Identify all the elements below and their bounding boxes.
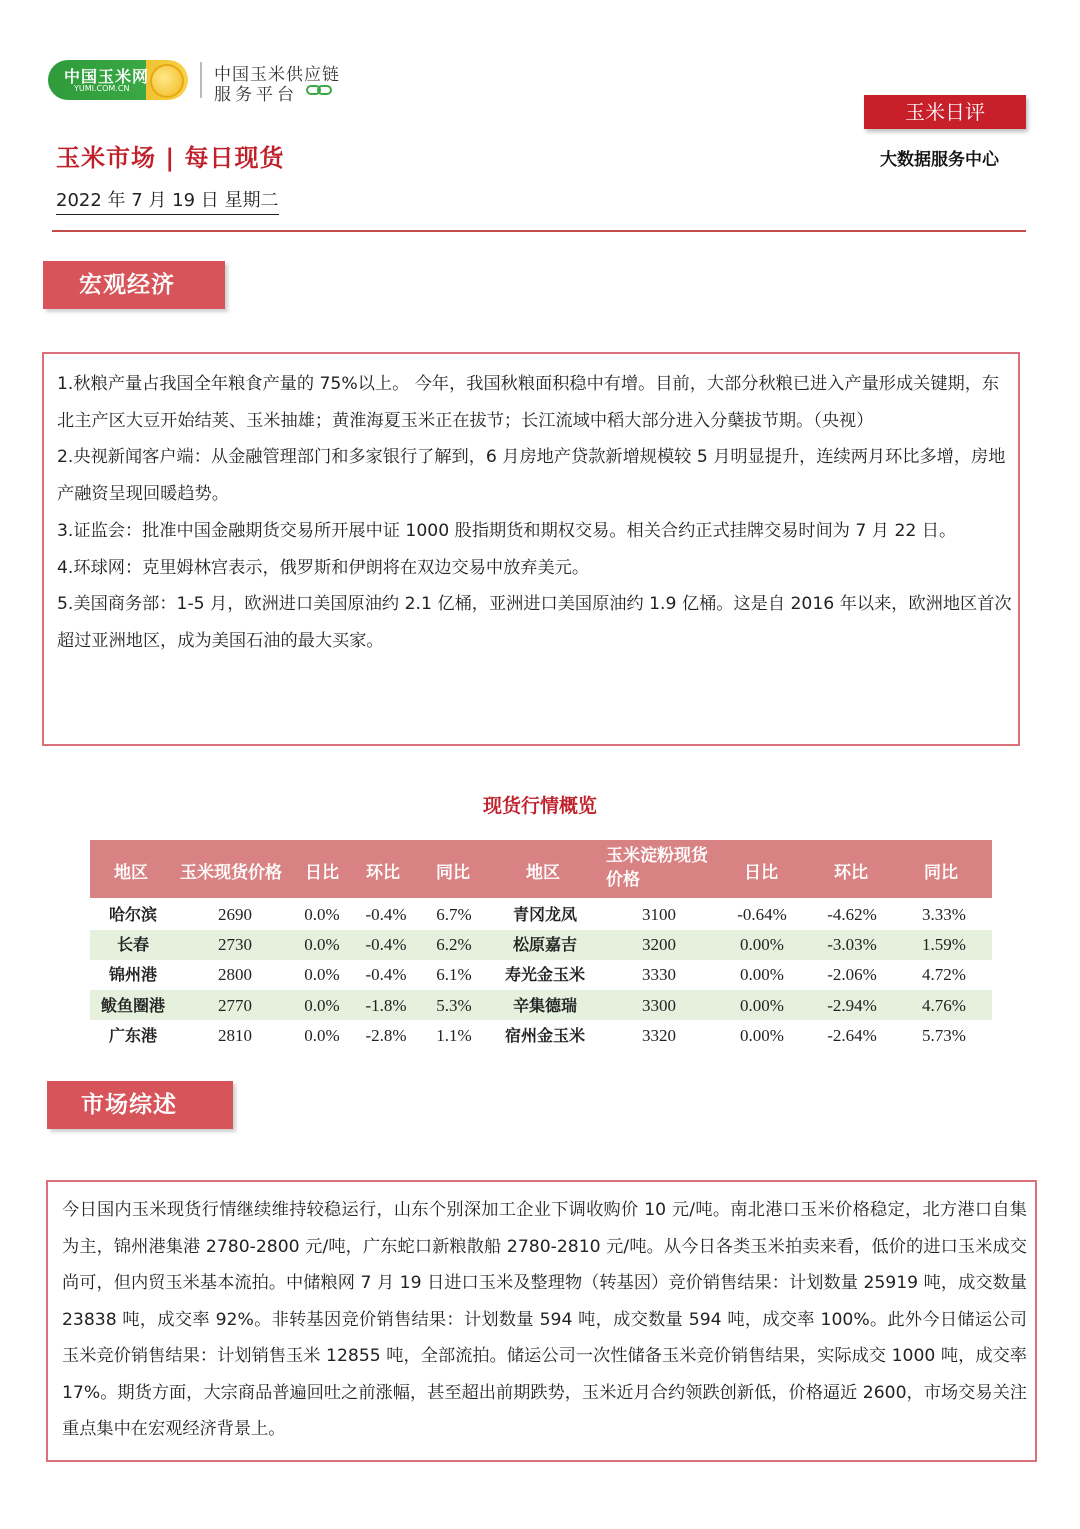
cell-corn-price: 2690	[218, 905, 252, 924]
cell-starch-price: 3100	[642, 905, 676, 924]
corn-icon	[150, 64, 184, 98]
cell-yoy-2: 5.73%	[922, 1025, 966, 1045]
cell-wow-1: -0.4%	[365, 965, 407, 985]
cell-dod-1: 0.0%	[304, 965, 340, 985]
brand-tagline: 服务平台	[214, 85, 298, 105]
cell-region-1: 哈尔滨	[108, 905, 157, 924]
header-dod-1: 日比	[305, 863, 339, 883]
cell-dod-2: -0.64%	[737, 905, 787, 924]
cell-region-1: 广东港	[108, 1025, 157, 1045]
page-title: 玉米市场 | 每日现货	[56, 144, 285, 172]
header-wow-2: 环比	[834, 863, 868, 883]
logo-text: 中国玉米网	[64, 67, 150, 86]
market-summary	[62, 1192, 1027, 1448]
logo-divider	[200, 62, 202, 98]
cell-dod-1: 0.0%	[304, 935, 340, 955]
header-yoy-1: 同比	[436, 863, 470, 883]
cell-wow-1: -2.8%	[365, 1025, 407, 1045]
chain-link-icon	[306, 84, 332, 96]
macro-item-2: 2.央视新闻客户端：从金融管理部门和多家银行了解到，6 月房地产贷款新增规模较 5 月明显提升，连续两月环比多增，房地产融资呈现回暖趋势。	[57, 447, 1006, 505]
cell-wow-2: -2.64%	[827, 1025, 877, 1045]
cell-region-2: 青冈龙凤	[512, 905, 577, 924]
cell-dod-1: 0.0%	[304, 995, 340, 1015]
macro-item-5: 5.美国商务部：1-5 月，欧洲进口美国原油约 2.1 亿桶，亚洲进口美国原油约 1.9 亿桶。这是自 2016 年以来，欧洲地区首次超过亚洲地区，成为美国石油的最大买家。	[57, 594, 1012, 651]
header-divider	[52, 230, 1026, 232]
cell-wow-2: -2.94%	[827, 995, 877, 1015]
cell-dod-2: 0.00%	[740, 995, 784, 1015]
cell-region-2: 宿州金玉米	[504, 1025, 585, 1045]
report-date: 2022 年 7 月 19 日 星期二	[56, 186, 279, 215]
cell-yoy-2: 4.76%	[922, 995, 966, 1015]
cell-region-2: 寿光金玉米	[504, 965, 585, 985]
cell-corn-price: 2730	[218, 935, 252, 955]
cell-yoy-1: 6.2%	[436, 935, 472, 955]
header-starch-price: 玉米淀粉现货价格	[606, 846, 708, 890]
cell-starch-price: 3200	[642, 935, 676, 955]
market-summary-text: 今日国内玉米现货行情继续维持较稳运行，山东个别深加工企业下调收购价 10 元/吨。南北港口玉米价格稳定，北方港口自集为主，锦州港集港 2780-2800 元/吨，广东蛇口新粮散船 2780-2810 元/吨。从今日各类玉米拍卖来看，低价的进口玉米成交尚可，但内贸玉米基本流拍。中储粮网 7 月 19 日进口玉米及整理物（转基因）竞价销售结果：计划数量 25919 吨，成交数量 23838 吨，成交率 92%。非转基因竞价销售结果：计划数量 594 吨，成交数量 594 吨，成交率 100%。此外今日储运公司玉米竞价销售结果：计划销售玉米 12855 吨，全部流拍。储运公司一次性储备玉米竞价销售结果，实际成交 1000 吨，成交率 17%。期货方面，大宗商品普遍回吐之前涨幅，甚至超出前期跌势，玉米近月合约领跌创新低，价格逼近 2600，市场交易关注重点集中在宏观经济背景上。	[62, 1200, 1027, 1439]
cell-wow-2: -2.06%	[827, 965, 877, 985]
cell-dod-1: 0.0%	[304, 1025, 340, 1045]
cell-yoy-2: 3.33%	[922, 905, 966, 924]
brand-name: 中国玉米供应链	[214, 65, 340, 85]
cell-starch-price: 3330	[642, 965, 676, 985]
macro-item-3: 3.证监会：批准中国金融期货交易所开展中证 1000 股指期货和期权交易。相关合约正式挂牌交易时间为 7 月 22 日。	[57, 520, 957, 541]
department-name: 大数据服务中心	[880, 150, 999, 170]
spot-table-header	[90, 840, 992, 898]
spot-table-title: 现货行情概览	[482, 795, 597, 817]
cell-dod-2: 0.00%	[740, 965, 784, 985]
cell-region-1: 锦州港	[108, 965, 157, 985]
cell-region-1: 鲅鱼圈港	[100, 995, 165, 1015]
macro-item-1: 1.秋粮产量占我国全年粮食产量的 75%以上。 今年，我国秋粮面积稳中有增。目前，大部分秋粮已进入产量形成关键期，东北主产区大豆开始结荚、玉米抽雄；黄淮海夏玉米正在拔节；长江流域中稻大部分进入分蘖拔节期。（央视）	[57, 374, 1000, 431]
cell-wow-1: -0.4%	[365, 935, 407, 955]
cell-wow-2: -4.62%	[827, 905, 877, 924]
cell-wow-2: -3.03%	[827, 935, 877, 955]
market-section-header	[47, 1081, 233, 1129]
cell-yoy-1: 6.1%	[436, 965, 472, 985]
cell-region-1: 长春	[116, 935, 149, 955]
macro-item-4: 4.环球网：克里姆林宫表示，俄罗斯和伊朗将在双边交易中放弃美元。	[57, 557, 590, 578]
cell-corn-price: 2810	[218, 1025, 252, 1045]
header-region-1: 地区	[114, 863, 148, 883]
cell-wow-1: -0.4%	[365, 905, 407, 924]
market-heading: 市场综述	[81, 1092, 177, 1118]
cell-starch-price: 3320	[642, 1025, 676, 1045]
header-region-2: 地区	[526, 863, 560, 883]
cell-yoy-2: 4.72%	[922, 965, 966, 985]
cell-dod-2: 0.00%	[740, 935, 784, 955]
cell-region-2: 辛集德瑞	[512, 995, 577, 1015]
cell-region-2: 松原嘉吉	[512, 935, 577, 955]
cell-wow-1: -1.8%	[365, 995, 407, 1015]
header-wow-1: 环比	[366, 863, 400, 883]
cell-dod-1: 0.0%	[304, 905, 340, 924]
logo-domain: YUMI.COM.CN	[74, 84, 130, 93]
macro-heading: 宏观经济	[79, 272, 175, 298]
cell-starch-price: 3300	[642, 995, 676, 1015]
cell-dod-2: 0.00%	[740, 1025, 784, 1045]
cell-yoy-1: 1.1%	[436, 1025, 472, 1045]
cell-yoy-2: 1.59%	[922, 935, 966, 955]
header-corn-price: 玉米现货价格	[180, 863, 282, 883]
cell-corn-price: 2800	[218, 965, 252, 985]
macro-section-header	[43, 261, 225, 309]
header-yoy-2: 同比	[924, 863, 958, 883]
cell-yoy-1: 5.3%	[436, 995, 472, 1015]
header-dod-2: 日比	[744, 863, 778, 883]
cell-yoy-1: 6.7%	[436, 905, 472, 924]
cell-corn-price: 2770	[218, 995, 252, 1015]
macro-news-list	[57, 366, 1012, 660]
report-tag: 玉米日评	[905, 100, 985, 124]
